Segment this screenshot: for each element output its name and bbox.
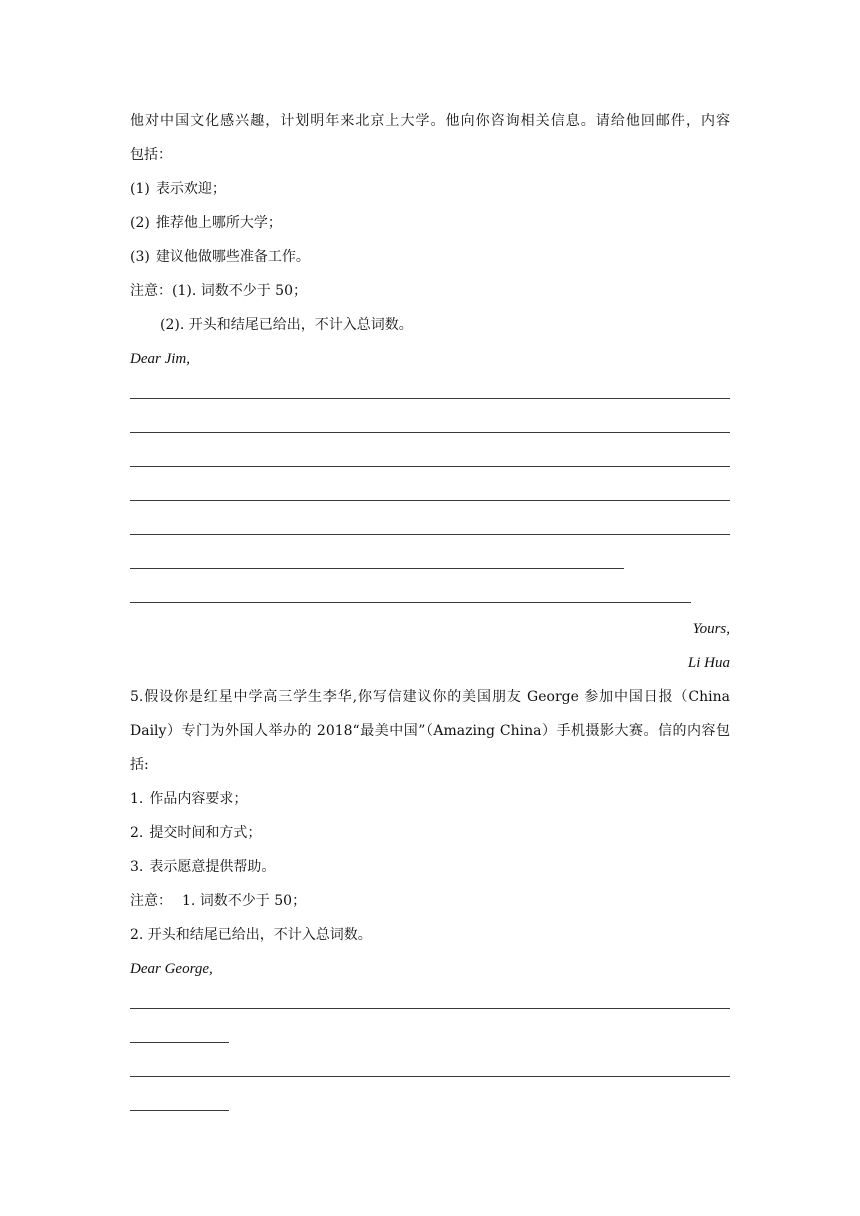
q4-answer-line — [130, 432, 730, 433]
q5-answer-line — [130, 1110, 229, 1111]
q4-closing: Yours, — [692, 621, 730, 637]
q4-note-label: 注意： — [130, 283, 172, 299]
q4-item-1-text: 表示欢迎； — [155, 181, 226, 197]
q4-item-3 — [130, 247, 730, 267]
q4-answer-line — [130, 466, 730, 467]
q5-prompt-line-3: 括: — [130, 757, 149, 773]
q5-item-3-num: 3. — [130, 859, 144, 875]
q4-item-1 — [130, 179, 730, 199]
q5-item-1-text: 作品内容要求； — [149, 791, 248, 807]
q5-note-1-text: 1. 词数不少于 50； — [182, 893, 307, 909]
q5-prompt-line-2: Daily）专门为外国人举办的 2018“最美中国”（Amazing China）手机摄影大赛。信的内容包 — [130, 723, 730, 739]
q4-answer-line — [130, 568, 624, 569]
q5-answer-line — [130, 1008, 730, 1009]
q4-intro-line-1: 他对中国文化感兴趣，计划明年来北京上大学。他向你咨询相关信息。请给他回邮件，内容 — [130, 113, 730, 129]
q4-answer-line — [130, 602, 691, 603]
q4-answer-line — [130, 398, 730, 399]
q4-note-1-text: (1). 词数不少于 50； — [172, 283, 307, 299]
q5-prompt-line-1: 5.假设你是红星中学高三学生李华,你写信建议你的美国朋友 George 参加中国日报（China — [130, 689, 730, 705]
q5-item-3-text: 表示愿意提供帮助。 — [149, 859, 276, 875]
q4-item-2-text: 推荐他上哪所大学； — [155, 215, 282, 231]
q4-answer-line — [130, 500, 730, 501]
q5-answer-line — [130, 1076, 730, 1077]
q4-intro-line-2: 包括： — [130, 147, 172, 163]
q4-item-2-num: (2) — [130, 215, 150, 231]
q4-item-3-num: (3) — [130, 249, 150, 265]
q5-item-2-num: 2. — [130, 825, 144, 841]
q4-signature: Li Hua — [687, 655, 730, 671]
q4-item-2 — [130, 213, 730, 233]
q4-item-1-num: (1) — [130, 181, 150, 197]
q5-note-label: 注意： — [130, 893, 172, 909]
q5-note-2: 2. 开头和结尾已给出，不计入总词数。 — [130, 927, 372, 943]
q5-note-1 — [130, 891, 730, 911]
q5-answer-line — [130, 1042, 229, 1043]
q5-item-2-text: 提交时间和方式； — [149, 825, 262, 841]
q5-item-3 — [130, 857, 730, 877]
q4-note-2: (2). 开头和结尾已给出，不计入总词数。 — [160, 317, 413, 333]
q5-salutation: Dear George, — [130, 961, 213, 977]
q5-item-1 — [130, 789, 730, 809]
q5-item-1-num: 1. — [130, 791, 144, 807]
q4-item-3-text: 建议他做哪些准备工作。 — [155, 249, 310, 265]
q4-salutation: Dear Jim, — [130, 351, 190, 367]
q4-note-1 — [130, 281, 730, 301]
q4-answer-line — [130, 534, 730, 535]
q5-item-2 — [130, 823, 730, 843]
